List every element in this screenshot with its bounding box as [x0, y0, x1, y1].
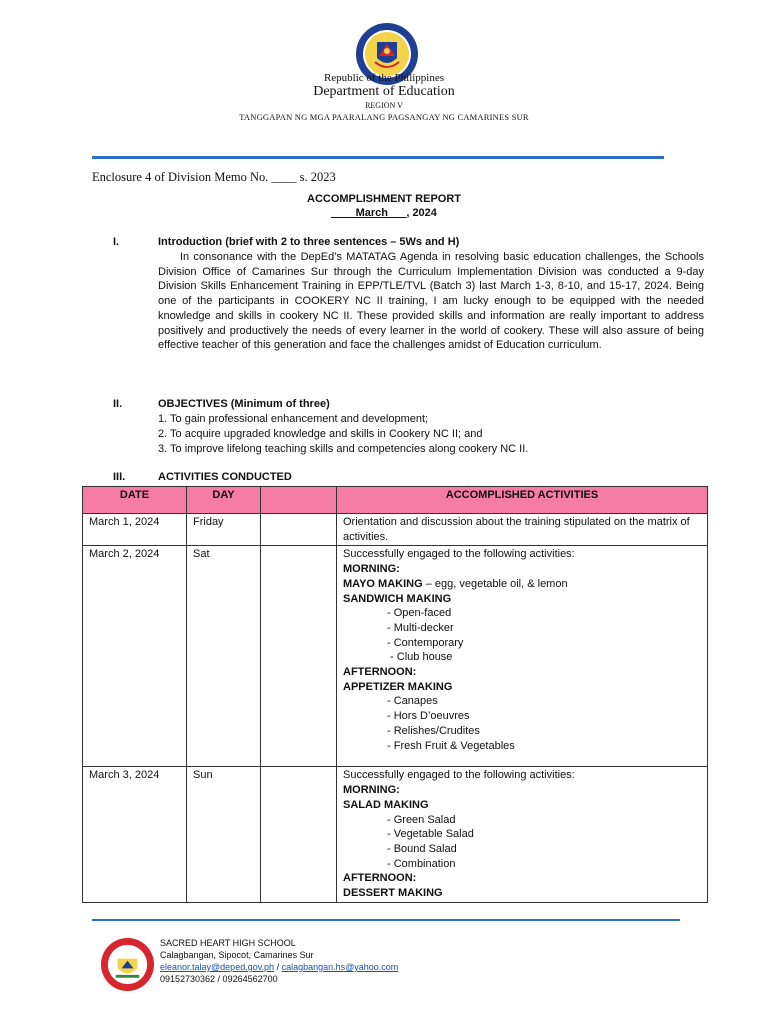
activity-sub-item: - Canapes [387, 695, 438, 708]
school-phones: 09152730362 / 09264562700 [160, 974, 278, 984]
row-blank [261, 546, 337, 767]
row-blank [261, 514, 337, 546]
school-name: SACRED HEART HIGH SCHOOL [160, 938, 296, 948]
section1-number: I. [113, 236, 120, 248]
objective-item: 2. To acquire upgraded knowledge and skills in Cookery NC II; and [158, 428, 483, 440]
row-activities: Orientation and discussion about the training stipulated on the matrix of activities. [337, 514, 708, 546]
section3-title: ACTIVITIES CONDUCTED [158, 471, 292, 483]
header-activities: ACCOMPLISHED ACTIVITIES [337, 487, 708, 514]
section3-number: III. [113, 471, 126, 483]
table-row [83, 546, 708, 767]
activity-intro: Successfully engaged to the following activities: [343, 548, 575, 561]
activity-sub-item: - Relishes/Crudites [387, 724, 480, 737]
activities-table [82, 486, 708, 903]
row-day: Friday [187, 514, 261, 546]
report-title: ACCOMPLISHMENT REPORT [307, 193, 461, 205]
objective-item: 3. To improve lifelong teaching skills and competencies along cookery NC II. [158, 443, 529, 455]
activity-morning: MORNING: [343, 784, 400, 797]
header-blank [261, 487, 337, 514]
activity-afternoon: AFTERNOON: [343, 666, 417, 679]
activity-sub-item: - Open-faced [387, 607, 452, 620]
row-day: Sun [187, 767, 261, 902]
footer-divider [92, 919, 680, 921]
row-date: March 2, 2024 [83, 546, 187, 767]
activity-appetizer: APPETIZER MAKING [343, 680, 453, 693]
activity-dessert: DESSERT MAKING [343, 887, 443, 900]
section2-title: OBJECTIVES (Minimum of three) [158, 398, 330, 410]
activity-sub-item: - Vegetable Salad [387, 828, 474, 841]
activity-sub-item: - Contemporary [387, 636, 464, 649]
row-date: March 3, 2024 [83, 767, 187, 902]
report-month: ____March___, 2024 [331, 207, 437, 219]
region-line: REGION V [365, 101, 403, 110]
office-line: TANGGAPAN NG MGA PAARALANG PAGSANGAY NG CAMARINES SUR [239, 112, 529, 122]
activity-intro: Successfully engaged to the following activities: [343, 769, 575, 782]
table-header-row [83, 487, 708, 514]
republic-line: Republic of the Philippines [323, 72, 445, 84]
school-address: Calagbangan, Sipocot, Camarines Sur [160, 950, 314, 960]
activity-salad: SALAD MAKING [343, 798, 429, 811]
activity-sub-item: - Fresh Fruit & Vegetables [387, 739, 515, 752]
row-day: Sat [187, 546, 261, 767]
objective-item: 1. To gain professional enhancement and development; [158, 413, 429, 425]
activity-sub-item: - Combination [387, 857, 456, 870]
email-link-yahoo[interactable]: calagbangan.hs@yahoo.com [281, 962, 399, 972]
activity-sub-item: - Multi-decker [387, 621, 454, 634]
activity-sub-item: - Green Salad [387, 813, 456, 826]
row-activities [337, 767, 708, 902]
activity-morning: MORNING: [343, 563, 400, 576]
activity-afternoon: AFTERNOON: [343, 872, 417, 885]
header-divider [92, 156, 664, 159]
section2-number: II. [113, 398, 123, 410]
activity-mayo: MAYO MAKING – egg, vegetable oil, & lemon [343, 577, 568, 590]
activity-sub-item: - Hors D’oeuvres [387, 710, 470, 723]
header-date: DATE [83, 487, 187, 514]
table-row [83, 514, 708, 546]
row-date: March 1, 2024 [83, 514, 187, 546]
section1-title: Introduction (brief with 2 to three sentences – 5Ws and H) [158, 236, 460, 248]
enclosure-line: Enclosure 4 of Division Memo No. ____ s. 2023 [92, 170, 336, 184]
row-blank [261, 767, 337, 902]
activity-sub-item: - Club house [387, 651, 453, 664]
department-line: Department of Education [313, 84, 455, 99]
activity-sub-item: - Bound Salad [387, 842, 457, 855]
school-emails: eleanor.talay@deped.gov.ph / calagbangan.hs@yahoo.com [160, 962, 399, 972]
school-logo [100, 937, 155, 992]
introduction-paragraph: In consonance with the DepEd’s MATATAG Agenda in resolving basic education challenges, the Schools Division Office of Camarines Sur through the Curriculum Implementation Division was conducted a 9-day Division Skills Enhancement Training in EPP/TLE/TVL (Batch 3) last March 1-3, 8-10, and 15-17, 2024. Being one of the participants in COOKERY NC II training, I am lucky enough to be equipped with the needed knowledge and skills in cookery NC II. These provided skills and information are really important to address positively and productively the needs of every learner in the world of cookery. These will also assure of being effective teacher of this generation and face the challenges amidst of Education curriculum. [158, 251, 704, 352]
activity-sandwich: SANDWICH MAKING [343, 592, 452, 605]
email-link-deped[interactable]: eleanor.talay@deped.gov.ph [160, 962, 275, 972]
header-day: DAY [187, 487, 261, 514]
row-activities [337, 546, 708, 767]
table-row [83, 767, 708, 902]
